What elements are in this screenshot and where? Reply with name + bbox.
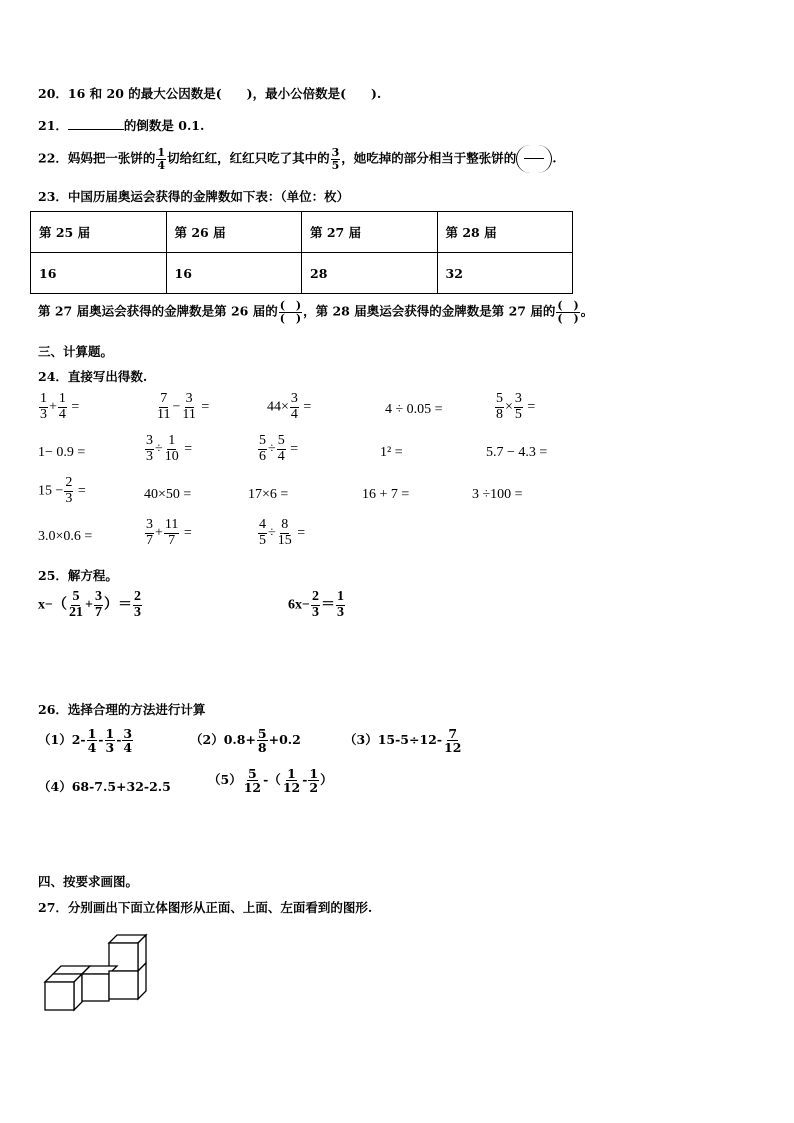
- fraction: $\frac{1}{4}$: [157, 145, 166, 172]
- table-header-cell: 第 28 届: [437, 212, 573, 253]
- question-22: 22．妈妈把一张饼的 $\frac{1}{4}$ 切给红红，红红只吃了其中的 $\frac{3}{5}$ ，她吃掉的部分相当于整张饼的 .: [38, 145, 557, 172]
- expr-1-2: $\frac{7}{11}$ − $\frac{3}{11}$ =: [157, 391, 210, 422]
- expr-3-4: 16 + 7 =: [362, 487, 410, 502]
- question-27-title: 27．分别画出下面立体图形从正面、上面、左面看到的图形.: [38, 900, 373, 915]
- table-cell: 16: [166, 253, 302, 294]
- section-3-heading: 三、计算题。: [38, 344, 114, 359]
- cube-front-face: [82, 974, 109, 1001]
- cube-front-face: [109, 971, 138, 999]
- table-cell: 32: [437, 253, 573, 294]
- cube-front-face: [45, 982, 74, 1010]
- question-21: [38, 116, 204, 134]
- fraction: $\frac{3}{5}$: [331, 145, 340, 172]
- question-24-title: 24．直接写出得数.: [38, 369, 148, 384]
- table-header-cell: 第 25 届: [31, 212, 167, 253]
- answer-fraction[interactable]: $\frac{( )}{( )}$: [279, 299, 302, 325]
- question-20: 20．16 和 20 的最大公因数是( )，最小公倍数是( ).: [38, 86, 382, 101]
- expr-4-1: 3.0×0.6 =: [38, 529, 93, 544]
- expr-3-5: 3 ÷100 =: [472, 487, 523, 502]
- table-header-cell: 第 26 届: [166, 212, 302, 253]
- expr-4-3: $\frac{4}{5}$ ÷ $\frac{8}{15}$ =: [259, 517, 306, 548]
- expr-1-1: $\frac{1}{3}$ + $\frac{1}{4}$ =: [40, 391, 80, 422]
- answer-blank[interactable]: [68, 117, 124, 130]
- expr-1-3: 44× $\frac{3}{4}$ =: [267, 391, 312, 422]
- expr-3-3: 17×6 =: [248, 487, 289, 502]
- expr-2-1: 1− 0.9 =: [38, 445, 86, 460]
- question-23-title: 23．中国历届奥运会获得的金牌数如下表：（单位：枚）: [38, 189, 350, 204]
- q21-text: 的倒数是 0.1.: [123, 118, 205, 133]
- section-4-heading: 四、按要求画图。: [38, 874, 139, 889]
- q21-number: 21．: [38, 118, 68, 133]
- gold-medal-table: [30, 211, 573, 294]
- expr-2-3: $\frac{5}{6}$ ÷ $\frac{5}{4}$ =: [259, 433, 299, 464]
- expr-4-2: $\frac{3}{7}$ + $\frac{11}{7}$ =: [146, 517, 192, 548]
- problem-26-1: （1）2- $\frac{1}{4}$ - $\frac{1}{3}$ - $\frac{3}{4}$: [38, 726, 133, 756]
- expr-2-5: 5.7 − 4.3 =: [486, 445, 548, 460]
- expr-2-4: 1² =: [380, 445, 403, 460]
- question-23-sentence: 第 27 届奥运会获得的金牌数是第 26 届的 $\frac{( )}{( )}$ ，第 28 届奥运会获得的金牌数是第 27 届的 $\frac{( )}{( )}$ 。: [38, 299, 594, 325]
- table-row: [31, 253, 573, 294]
- expr-2-2: $\frac{3}{3}$ ÷ $\frac{1}{10}$ =: [146, 433, 193, 464]
- equation-1: x−（ $\frac{5}{21}$ + $\frac{3}{7}$ ）＝ $\frac{2}{3}$: [38, 589, 141, 620]
- table-header-cell: 第 27 届: [302, 212, 438, 253]
- table-cell: 16: [31, 253, 167, 294]
- problem-26-2: （2）0.8+ $\frac{5}{8}$ +0.2: [190, 726, 301, 756]
- expr-1-5: $\frac{5}{8}$ × $\frac{3}{5}$ =: [496, 391, 536, 422]
- expr-3-1: 15 − $\frac{2}{3}$ =: [38, 475, 86, 506]
- cube-stack-figure: [40, 930, 155, 1015]
- table-cell: 28: [302, 253, 438, 294]
- problem-26-5: （5） $\frac{5}{12}$ -（ $\frac{1}{12}$ - $\frac{1}{2}$ ）: [208, 766, 333, 796]
- problem-26-4: （4）68-7.5+32-2.5: [38, 779, 171, 794]
- expr-1-4: 4 ÷ 0.05 =: [385, 402, 443, 417]
- expr-3-2: 40×50 =: [144, 487, 192, 502]
- question-25-title: 25．解方程。: [38, 568, 118, 583]
- question-26-title: 26．选择合理的方法进行计算: [38, 702, 206, 717]
- problem-26-3: （3）15-5÷12- $\frac{7}{12}$: [344, 726, 462, 756]
- table-header-row: [31, 212, 573, 253]
- equation-2: 6x− $\frac{2}{3}$ ＝ $\frac{1}{3}$: [288, 589, 344, 620]
- answer-bracket[interactable]: [516, 145, 552, 173]
- answer-fraction[interactable]: $\frac{( )}{( )}$: [557, 299, 579, 325]
